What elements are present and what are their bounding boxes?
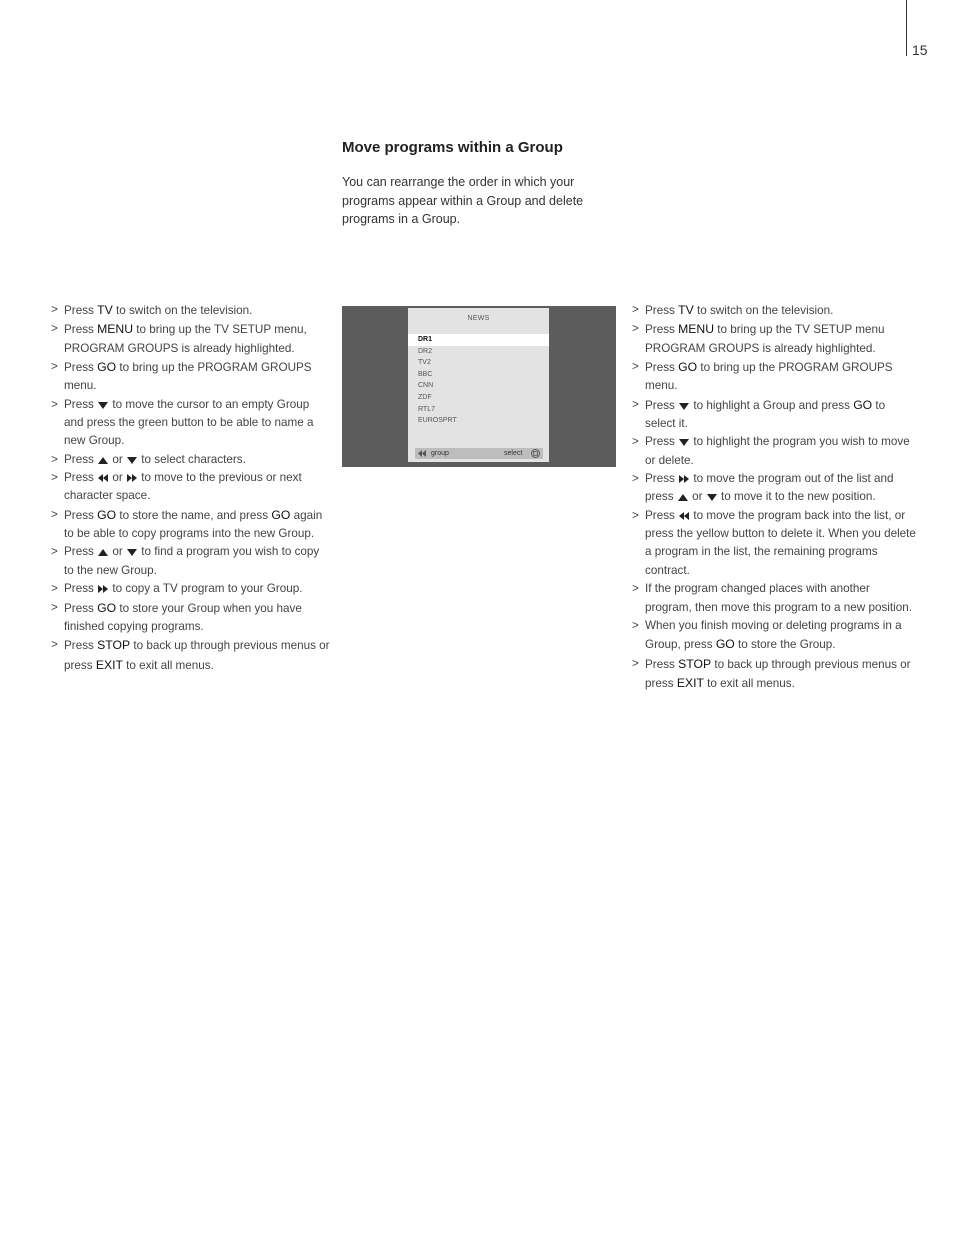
step-item (632, 617, 917, 655)
remote-button-name: MENU (678, 322, 715, 337)
down-arrow-icon (126, 547, 138, 557)
step-text: to exit all menus. (703, 676, 795, 690)
remote-button-name: GO (678, 360, 698, 375)
remote-button-name: MENU (97, 322, 134, 337)
step-text: Press (64, 639, 98, 653)
step-item (51, 301, 331, 320)
step-text: Press (64, 471, 98, 485)
step-text: to bring up the PROGRAM GROUPS menu. (645, 361, 893, 393)
step-text: Press (64, 601, 98, 615)
step-text: If the program changed places with another program, then move this program to a new position. (645, 582, 912, 614)
program-list (408, 334, 549, 427)
bar-group-label: group (431, 449, 449, 457)
step-text: to store your Group when you have finished copying programs. (64, 601, 302, 633)
menu-heading: NEWS (467, 315, 490, 322)
step-bullet: > (51, 600, 58, 614)
step-text: to bring up the TV SETUP menu PROGRAM GROUPS is already highlighted. (645, 323, 885, 355)
page-edge-rule (906, 0, 907, 56)
step-text: to move the program back into the list, or press the yellow button to delete it. When you delete a program in the list, the remaining programs contract. (645, 508, 916, 577)
section-title: Move programs within a Group (342, 139, 563, 156)
step-bullet: > (51, 545, 58, 559)
remote-button-name: TV (97, 303, 113, 317)
step-bullet: > (632, 435, 639, 449)
remote-button-name: GO (853, 397, 873, 412)
step-text: Press (64, 508, 98, 522)
step-item (632, 507, 917, 580)
remote-button-name: EXIT (95, 657, 123, 672)
program-list-item: EUROSPRT (418, 417, 457, 425)
rewind-icon (418, 450, 426, 457)
step-bullet: > (51, 582, 58, 596)
step-bullet: > (632, 582, 639, 596)
step-item (51, 469, 331, 506)
tv-screen-illustration (342, 306, 616, 467)
down-arrow-icon (706, 492, 718, 502)
step-item (51, 396, 331, 451)
step-text: Press (645, 398, 679, 412)
step-bullet: > (51, 507, 58, 521)
fast-forward-icon (678, 474, 690, 484)
step-bullet: > (51, 471, 58, 485)
down-arrow-icon (678, 437, 690, 447)
step-text: to bring up the TV SETUP menu, PROGRAM GROUPS is already highlighted. (64, 323, 307, 355)
step-bullet: > (51, 360, 58, 374)
program-list-item: RTL7 (418, 405, 435, 413)
step-text: Press (64, 304, 98, 317)
step-item (51, 451, 331, 469)
remote-button-name: STOP (97, 638, 131, 653)
step-item (632, 358, 917, 396)
remote-button-name: EXIT (676, 675, 704, 690)
step-text: to select characters. (138, 452, 246, 466)
program-list-item: BBC (418, 370, 433, 378)
move-programs-steps (632, 301, 917, 693)
step-text: Press (64, 582, 98, 596)
step-item (51, 636, 331, 675)
step-text: to select it. (645, 398, 886, 431)
step-item (51, 506, 331, 544)
remote-button-name: STOP (678, 656, 712, 671)
remote-button-name: GO (271, 507, 291, 522)
step-text: Press (645, 435, 679, 449)
step-text: Press (645, 323, 679, 337)
step-text: to store the Group. (734, 638, 836, 652)
step-item (632, 655, 917, 694)
step-bullet: > (51, 452, 58, 466)
step-bullet: > (51, 638, 58, 652)
intro-paragraph: You can rearrange the order in which your programs appear within a Group and delete programs in a Group. (342, 175, 584, 226)
remote-button-name: GO (715, 637, 735, 652)
rewind-icon (97, 473, 109, 483)
step-text: again to be able to copy programs into the new Group. (64, 508, 323, 541)
program-list-item: ZDF (418, 393, 432, 401)
step-text: to switch on the television. (693, 304, 834, 317)
step-text: or (688, 490, 706, 504)
step-text: or (109, 545, 127, 559)
step-text: Press (645, 508, 679, 522)
step-text: to back up through previous menus or press (64, 639, 330, 672)
step-item (51, 320, 331, 358)
step-text: to exit all menus. (122, 658, 214, 672)
step-item (632, 470, 917, 507)
bar-select-label: select (504, 449, 523, 457)
remote-button-name: GO (97, 360, 117, 375)
up-arrow-icon (97, 547, 109, 557)
step-text: Press (645, 472, 679, 486)
step-text: to highlight a Group and press (690, 398, 854, 412)
step-text: Press (645, 361, 679, 375)
step-item (632, 580, 917, 617)
step-text: to bring up the PROGRAM GROUPS menu. (64, 361, 312, 393)
step-text: to store the name, and press (116, 508, 272, 522)
rewind-icon (678, 511, 690, 521)
remote-button-name: GO (97, 507, 117, 522)
menu-status-bar (415, 448, 543, 459)
go-button-icon (531, 449, 540, 458)
step-text: or (109, 471, 127, 485)
step-item (51, 599, 331, 637)
program-list-item: TV2 (418, 359, 431, 367)
step-item (632, 320, 917, 358)
step-item (632, 433, 917, 470)
step-bullet: > (632, 618, 639, 632)
step-bullet: > (632, 360, 639, 374)
step-bullet: > (632, 656, 639, 670)
down-arrow-icon (97, 400, 109, 410)
down-arrow-icon (126, 455, 138, 465)
step-item (51, 580, 331, 598)
step-text: Press (645, 304, 679, 317)
step-text: to highlight the program you wish to move or delete. (645, 435, 910, 467)
step-bullet: > (51, 397, 58, 411)
step-bullet: > (51, 303, 58, 316)
step-text: Press (64, 545, 98, 559)
step-text: to move the program out of the list and press (645, 472, 894, 504)
copy-programs-steps (51, 301, 331, 675)
step-text: to back up through previous menus or press (645, 657, 911, 690)
down-arrow-icon (678, 401, 690, 411)
step-text: Press (64, 323, 98, 337)
step-text: Press (64, 361, 98, 375)
step-bullet: > (632, 472, 639, 486)
step-bullet: > (632, 397, 639, 411)
program-group-menu (408, 308, 549, 462)
up-arrow-icon (97, 455, 109, 465)
program-list-item: DR2 (418, 347, 433, 355)
step-item (632, 396, 917, 434)
fast-forward-icon (126, 473, 138, 483)
fast-forward-icon (97, 584, 109, 594)
step-bullet: > (632, 303, 639, 316)
page-number: 15 (912, 42, 928, 58)
step-text: to move it to the new position. (717, 490, 876, 504)
step-text: to switch on the television. (112, 304, 253, 317)
step-bullet: > (632, 508, 639, 522)
program-list-item: DR1 (408, 334, 549, 346)
step-text: to copy a TV program to your Group. (109, 582, 303, 596)
step-text: Press (64, 452, 98, 466)
step-text: Press (64, 397, 98, 411)
step-item (51, 358, 331, 396)
remote-button-name: TV (678, 303, 694, 317)
step-bullet: > (632, 322, 639, 336)
step-text: to find a program you wish to copy to the new Group. (64, 545, 320, 577)
step-item (51, 543, 331, 580)
step-text: When you finish moving or deleting programs in a Group, press (645, 618, 902, 652)
step-text: to move the cursor to an empty Group and press the green button to be able to name a new Group. (64, 397, 314, 448)
program-list-item: CNN (418, 382, 434, 390)
remote-button-name: GO (97, 600, 117, 615)
step-item (632, 301, 917, 320)
up-arrow-icon (677, 492, 689, 502)
step-text: to move to the previous or next character space. (64, 471, 302, 503)
step-text: Press (645, 657, 679, 671)
step-text: or (109, 452, 127, 466)
step-bullet: > (51, 322, 58, 336)
